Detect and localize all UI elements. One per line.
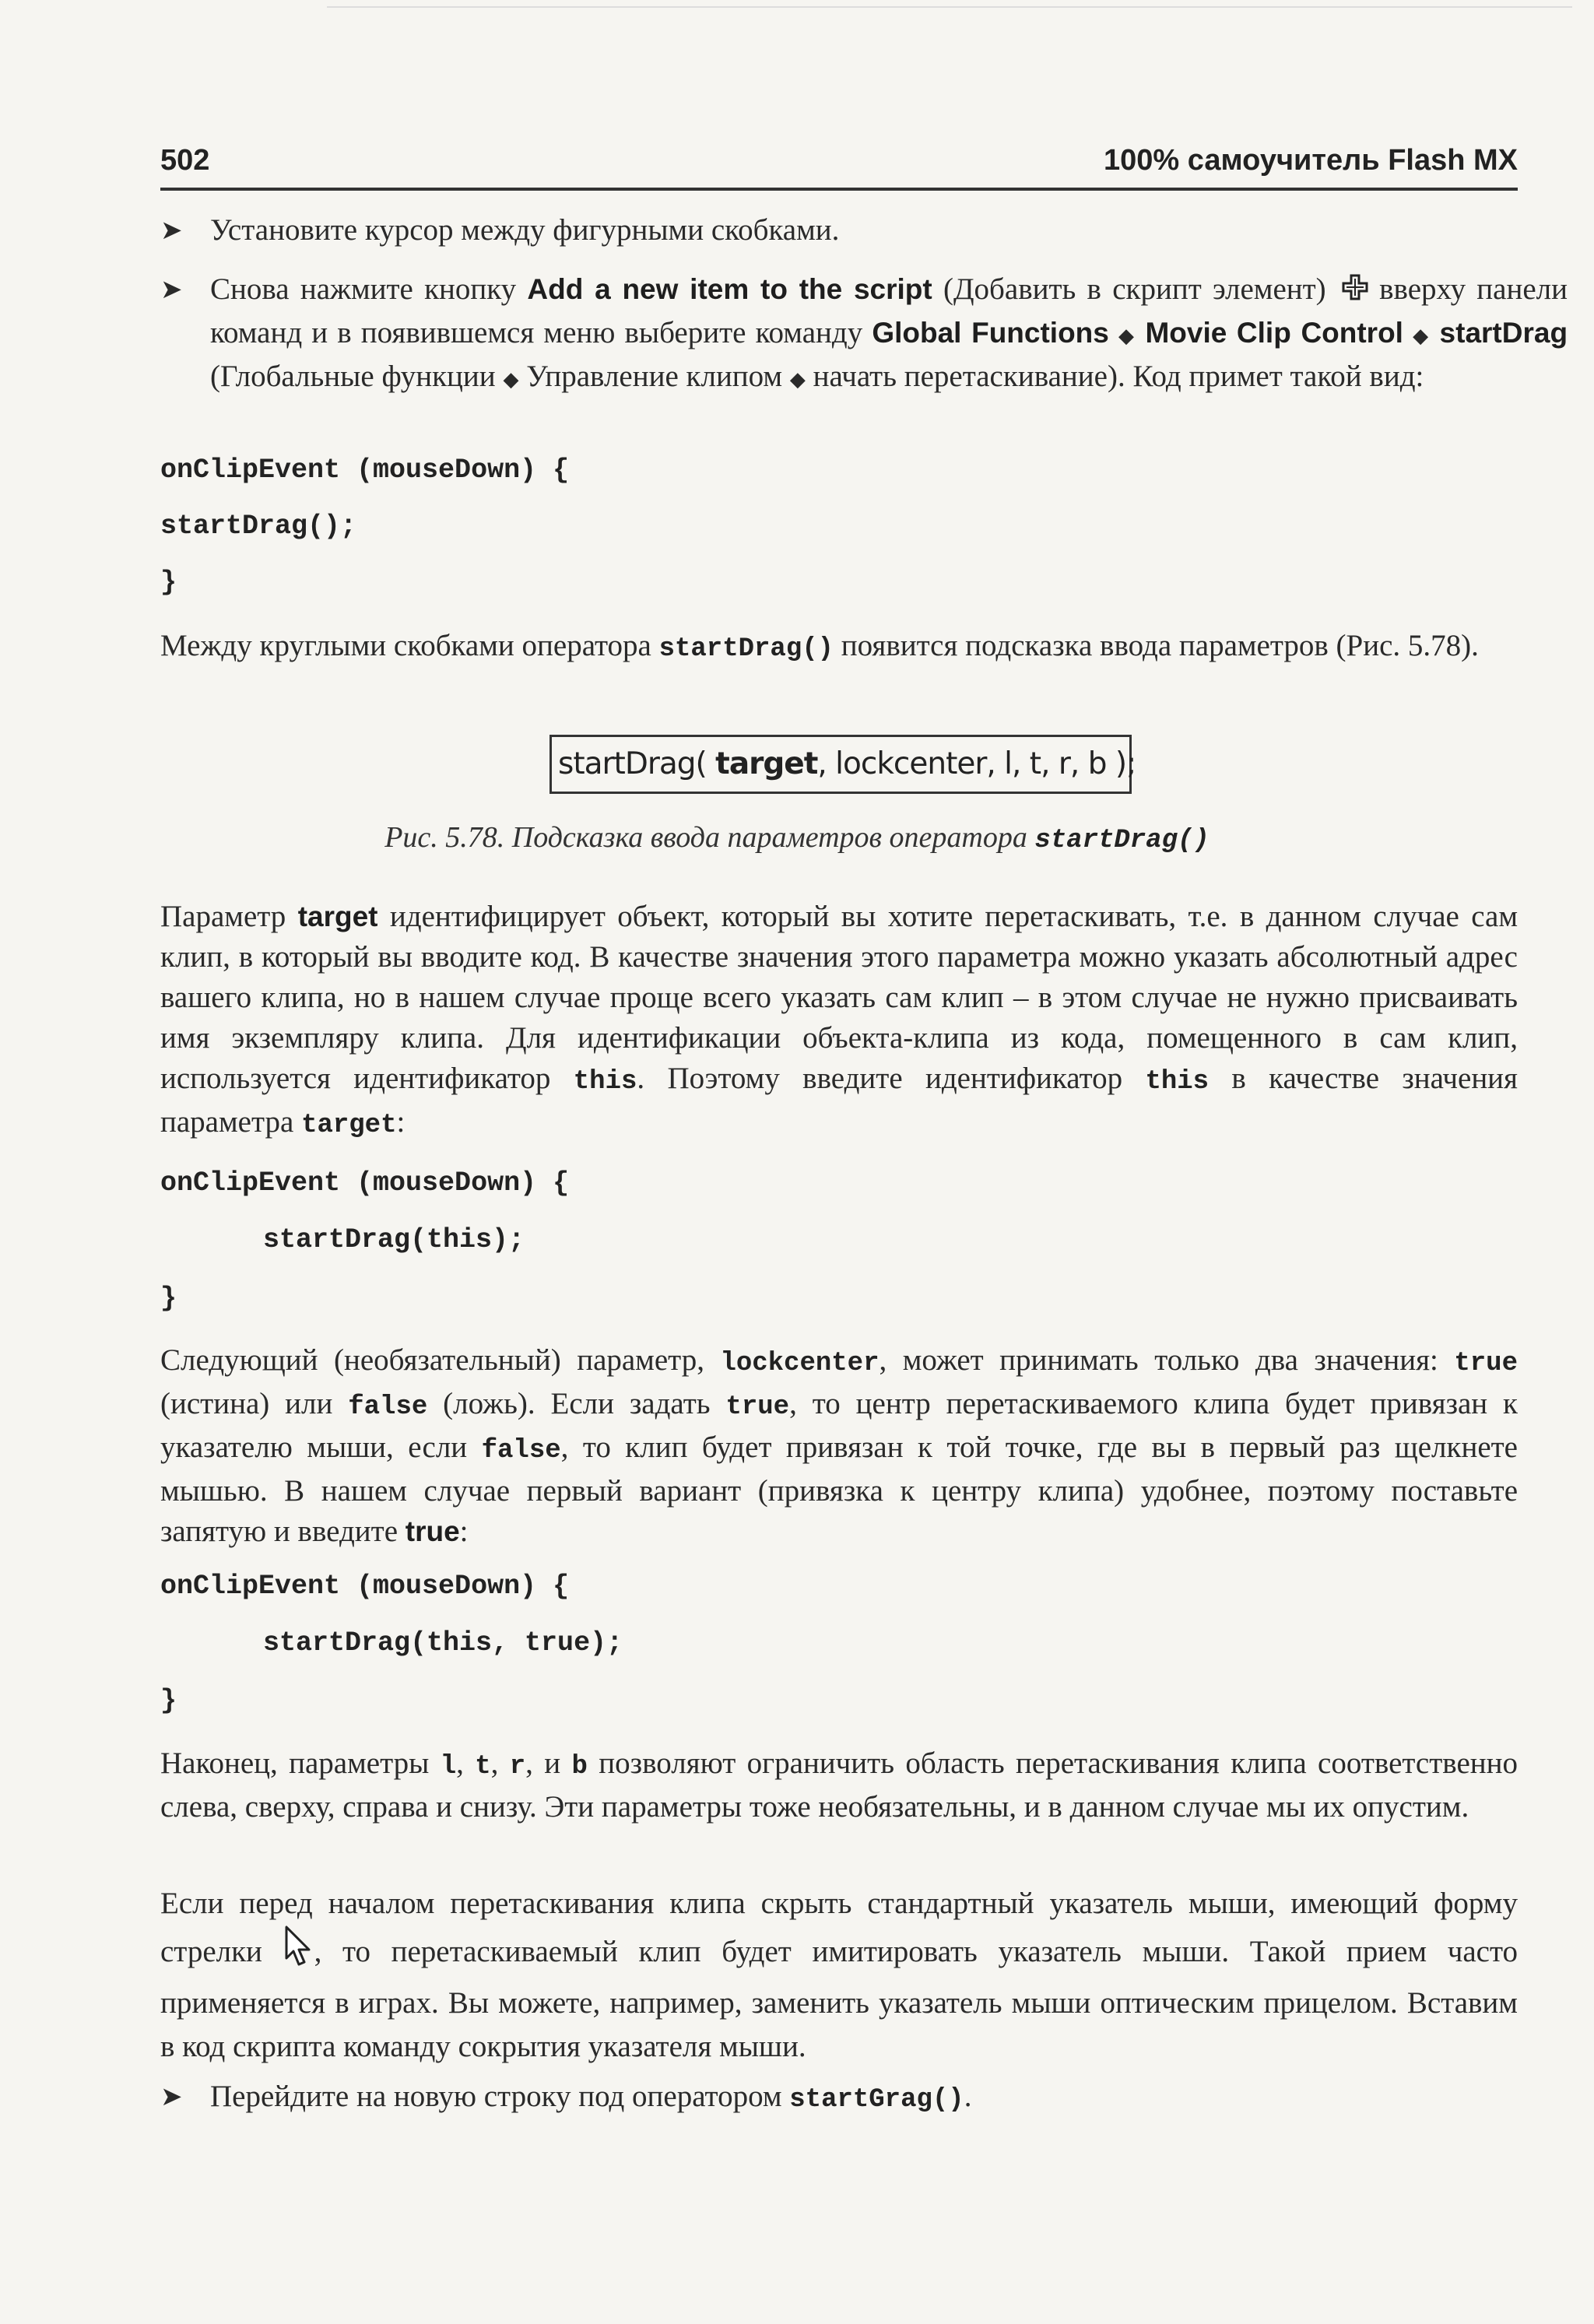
bullet-new-line <box>160 2077 1568 2120</box>
text: , то клип будет привязан к той точке, где вы в первый раз щелкнете мышью. В нашем случае первый вариант (привязка к центру клипа) удобнее, поэтому поставьте запятую и введите <box>160 1431 1518 1548</box>
text: Если перед началом перетаскивания клипа скрыть стандартный указатель мыши, имеющий форму стрелки <box>160 1887 1518 1968</box>
code-line: onClipEvent (mouseDown) { <box>160 1167 570 1199</box>
menu-path-startdrag: startDrag <box>1439 317 1568 349</box>
text: : <box>396 1105 406 1139</box>
hint-text: , lockcenter, l, t, r, b ); <box>817 746 1136 781</box>
text: идентифицирует объект, который вы хотите перетаскивать, т.е. в данном случае сам клип, в который вы вводите код. В качестве значения этого параметра можно указать абсолютный адрес вашего клипа, но в нашем случае проще всего указать сам клип – в этом случае не нужно присваивать имя экземпляру клипа. Для идентификации объекта-клипа из кода, помещенного в сам клип, используется идентификатор <box>160 900 1518 1095</box>
inline-code: t <box>475 1752 491 1782</box>
caption-text: Рис. 5.78. Подсказка ввода параметров оператора <box>384 821 1035 854</box>
inline-code: false <box>481 1436 561 1466</box>
hint-active-parameter: target <box>715 746 818 781</box>
inline-code: startGrag() <box>789 2085 964 2115</box>
text: Параметр <box>160 900 298 933</box>
inline-code: true <box>1454 1349 1518 1378</box>
inline-code: lockcenter <box>720 1349 880 1378</box>
bullet-set-cursor <box>160 210 1568 251</box>
text: (ложь). Если задать <box>427 1387 726 1420</box>
text: (истина) или <box>160 1387 349 1420</box>
text: Наконец, параметры <box>160 1747 441 1780</box>
code-line: } <box>160 1283 177 1314</box>
text: (Глобальные функции <box>210 360 504 393</box>
inline-code: this <box>1145 1067 1210 1097</box>
text: вверху панели команд и в появившемся меню выберите команду <box>210 272 1568 349</box>
inline-code: target <box>301 1111 397 1140</box>
paragraph-target <box>160 897 1518 1146</box>
bullet-arrow-icon: ➤ <box>160 274 183 305</box>
text: : <box>459 1515 469 1548</box>
inline-code: true <box>725 1392 790 1422</box>
text: , <box>456 1747 476 1780</box>
page-header <box>160 142 1518 191</box>
inline-code: false <box>348 1392 428 1422</box>
diamond-separator-icon: ◆ <box>1413 325 1431 348</box>
code-hint-tooltip <box>549 735 1136 794</box>
code-line: } <box>160 567 177 598</box>
text: , и <box>525 1747 572 1780</box>
inline-code: l <box>440 1752 457 1782</box>
text: . <box>964 2080 972 2113</box>
paragraph-lockcenter <box>160 1340 1518 1552</box>
text: в качестве значения параметра <box>160 1062 1518 1139</box>
text: появится подсказка ввода параметров (Рис. 5.78). <box>834 629 1479 662</box>
hint-text: startDrag( <box>558 746 716 781</box>
inline-code: this <box>573 1067 637 1097</box>
code-line: startDrag(this, true); <box>263 1627 623 1659</box>
inline-code: startDrag() <box>1034 826 1210 855</box>
code-line: onClipEvent (mouseDown) { <box>160 1571 570 1602</box>
inline-code: b <box>571 1752 588 1782</box>
top-scan-line <box>327 6 1572 8</box>
code-line: } <box>160 1685 177 1716</box>
menu-path-movie-clip-control: Movie Clip Control <box>1145 317 1403 349</box>
bullet-add-item <box>160 269 1568 400</box>
paragraph-limits <box>160 1743 1518 1827</box>
text: начать перетаскивание). Код примет такой вид: <box>805 360 1424 393</box>
code-line: onClipEvent (mouseDown) { <box>160 455 570 486</box>
text: , то перетаскиваемый клип будет имитировать указатель мыши. Такой прием часто применяется в играх. Вы можете, например, заменить указатель мыши оптическим прицелом. Вставим в код скрипта команду сокрытия указателя мыши. <box>160 1935 1518 2063</box>
text: (Добавить в скрипт элемент) <box>932 272 1326 306</box>
bullet-arrow-icon: ➤ <box>160 2081 183 2112</box>
inline-code: startDrag() <box>658 634 834 664</box>
paragraph-hide-cursor <box>160 1882 1518 2069</box>
text: , <box>490 1747 510 1780</box>
text: , то центр перетаскиваемого клипа будет привязан к указателю мыши, если <box>160 1387 1519 1464</box>
text: позволяют ограничить область перетаскивания клипа соответственно слева, сверху, справа и снизу. Эти параметры тоже необязательны, и в данном случае мы их опустим. <box>160 1747 1519 1824</box>
diamond-separator-icon: ◆ <box>503 368 519 391</box>
text: . Поэтому введите идентификатор <box>637 1062 1146 1095</box>
arrow-cursor-icon <box>283 1926 314 1982</box>
text: Управление клипом <box>518 360 790 393</box>
bold-term: target <box>297 900 378 932</box>
code-line: startDrag(this); <box>263 1224 525 1255</box>
inline-code: r <box>509 1752 526 1782</box>
text: , может принимать только два значения: <box>879 1343 1455 1377</box>
code-line: startDrag(); <box>160 511 357 542</box>
diamond-separator-icon: ◆ <box>1118 325 1136 348</box>
menu-path-global-functions: Global Functions <box>872 317 1109 349</box>
paragraph-parameter-hint <box>160 626 1518 669</box>
figure-caption <box>0 820 1594 855</box>
page-number: 502 <box>160 144 210 177</box>
text: Между круглыми скобками оператора <box>160 629 659 662</box>
bullet-text: Установите курсор между фигурными скобками. <box>210 213 840 247</box>
text: Снова нажмите кнопку <box>210 272 528 306</box>
text: Следующий (необязательный) параметр, <box>160 1343 721 1377</box>
diamond-separator-icon: ◆ <box>789 368 806 391</box>
add-item-button-name: Add a new item to the script <box>527 273 932 305</box>
add-item-plus-icon <box>1342 272 1368 313</box>
book-title: 100% самоучитель Flash MX <box>1104 144 1518 177</box>
bullet-arrow-icon: ➤ <box>160 215 183 246</box>
bold-term: true <box>405 1515 460 1547</box>
text: Перейдите на новую строку под оператором <box>210 2080 790 2113</box>
